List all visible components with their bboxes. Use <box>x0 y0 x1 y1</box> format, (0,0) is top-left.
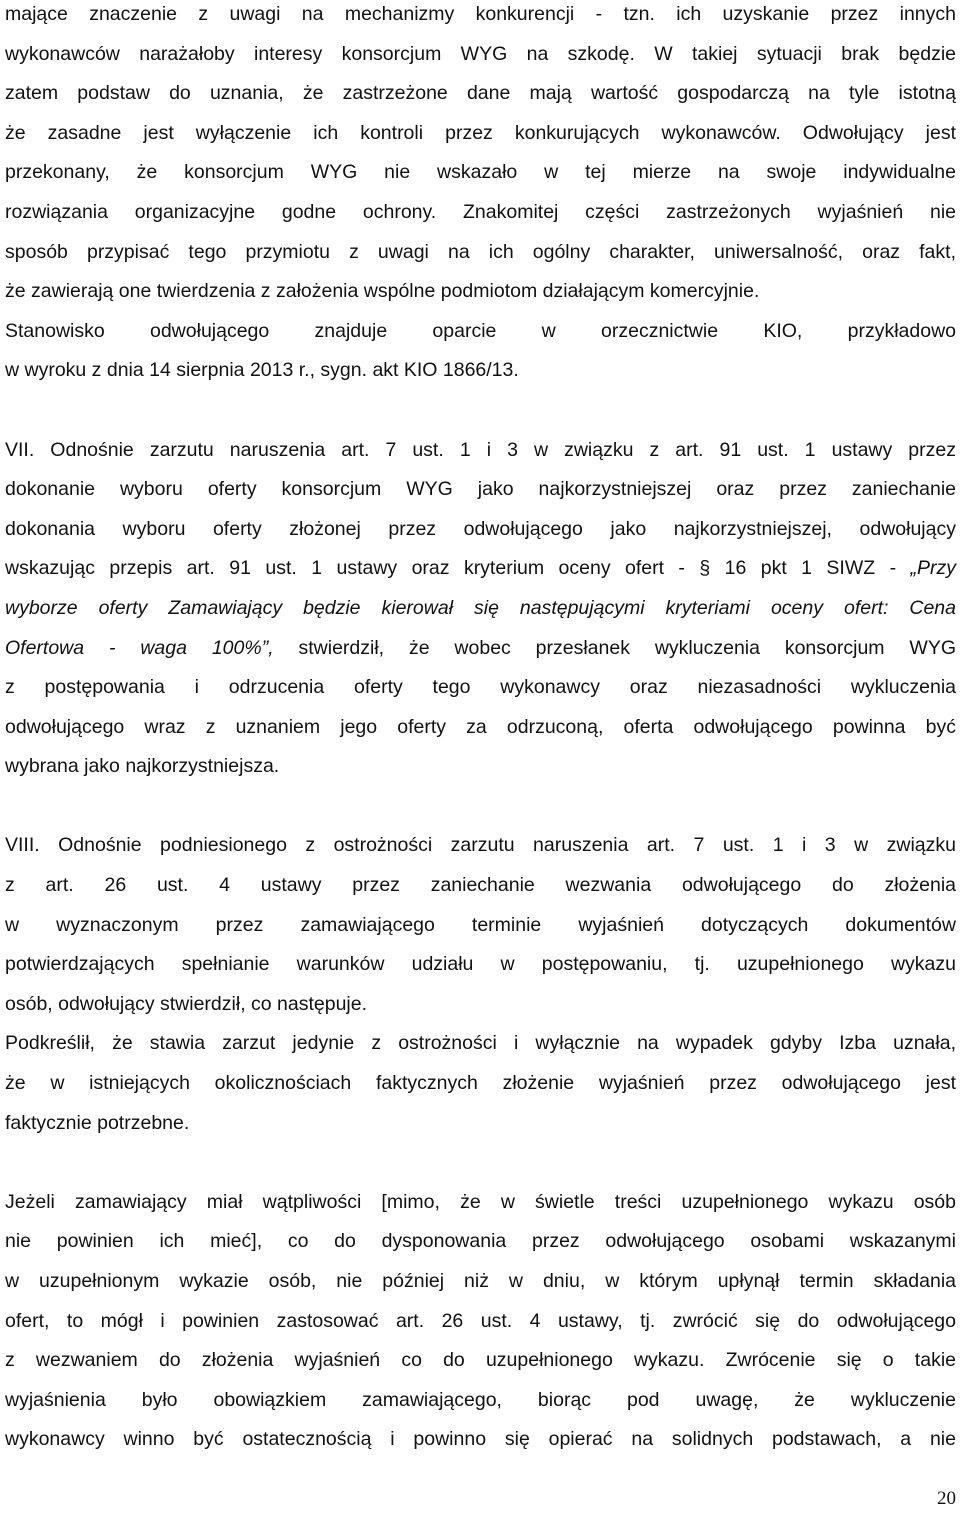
text-line: mające znaczenie z uwagi na mechanizmy konkurencji - tzn. ich uzyskanie przez innych <box>5 3 956 25</box>
text-line: zatem podstaw do uznania, że zastrzeżone dane mają wartość gospodarczą na tyle istotną <box>5 82 956 105</box>
text-line: VII. Odnośnie zarzutu naruszenia art. 7 ust. 1 i 3 w związku z art. 91 ust. 1 ustawy przez <box>5 438 956 461</box>
text-line: z wezwaniem do złożenia wyjaśnień co do uzupełnionego wykazu. Zwrócenie się o takie <box>5 1349 956 1372</box>
text-line: w wyroku z dnia 14 sierpnia 2013 r., sygn. akt KIO 1866/13. <box>5 359 519 382</box>
text-line: nie powinien ich mieć], co do dysponowania przez odwołującego osobami wskazanymi <box>5 1230 956 1253</box>
paragraph-gap <box>5 391 956 431</box>
text-line: potwierdzających spełnianie warunków udziału w postępowaniu, tj. uzupełnionego wykazu <box>5 953 956 976</box>
text-line: faktycznie potrzebne. <box>5 1111 190 1134</box>
text-segment: wskazując przepis art. 91 ust. 1 ustawy oraz kryterium oceny ofert - § 16 pkt 1 SIWZ - <box>5 557 911 580</box>
text-line: wyjaśnienia było obowiązkiem zamawiającego, biorąc pod uwagę, że wykluczenie <box>5 1388 956 1411</box>
italic-quote: Ofertowa - waga 100%”, <box>5 636 274 659</box>
paragraph <box>5 0 956 391</box>
text-line: że w istniejących okolicznościach faktycznych złożenie wyjaśnień przez odwołującego jest <box>5 1072 956 1095</box>
paragraph-gap <box>5 1143 956 1183</box>
paragraph-gap <box>5 787 956 827</box>
text-line: w uzupełnionym wykazie osób, nie później niż w dniu, w którym upłynął termin składania <box>5 1270 956 1292</box>
document-page <box>5 0 956 1460</box>
page-number: 20 <box>937 1488 956 1509</box>
text-line: dokonania wyboru oferty złożonej przez odwołującego jako najkorzystniejszej, odwołujący <box>5 517 956 540</box>
text-line: ofert, to mógł i powinien zastosować art. 26 ust. 4 ustawy, tj. zwrócić się do odwołującego <box>5 1309 956 1332</box>
text-line: przekonany, że konsorcjum WYG nie wskazało w tej mierze na swoje indywidualne <box>5 161 956 184</box>
text-line: że zasadne jest wyłączenie ich kontroli przez konkurujących wykonawców. Odwołujący jest <box>5 121 956 144</box>
text-line: Stanowisko odwołującego znajduje oparcie w orzecznictwie KIO, przykładowo <box>5 319 956 342</box>
text-line: w wyznaczonym przez zamawiającego terminie wyjaśnień dotyczących dokumentów <box>5 913 956 936</box>
text-line: z art. 26 ust. 4 ustawy przez zaniechanie wezwania odwołującego do złożenia <box>5 874 956 897</box>
text-line <box>5 549 956 589</box>
paragraph <box>5 826 956 1143</box>
text-line: rozwiązania organizacyjne godne ochrony. Znakomitej części zastrzeżonych wyjaśnień nie <box>5 200 956 223</box>
text-line: że zawierają one twierdzenia z założenia wspólne podmiotom działającym komercyjnie. <box>5 280 760 303</box>
text-line: z postępowania i odrzucenia oferty tego wykonawcy oraz niezasadności wykluczenia <box>5 676 956 699</box>
text-line: wykonawców narażałoby interesy konsorcjum WYG na szkodę. W takiej sytuacji brak będzie <box>5 42 956 65</box>
text-line: sposób przypisać tego przymiotu z uwagi na ich ogólny charakter, uniwersalność, oraz fakt, <box>5 240 956 263</box>
italic-quote: wyborze oferty Zamawiający będzie kierował się następującymi kryteriami oceny ofert: Cena <box>5 596 956 619</box>
text-line <box>5 589 956 629</box>
text-line: wybrana jako najkorzystniejsza. <box>5 755 280 778</box>
text-line: VIII. Odnośnie podniesionego z ostrożności zarzutu naruszenia art. 7 ust. 1 i 3 w związku <box>5 834 956 857</box>
text-line <box>5 629 956 669</box>
text-line: osób, odwołujący stwierdził, co następuje. <box>5 992 368 1015</box>
text-line: Podkreślił, że stawia zarzut jedynie z ostrożności i wyłącznie na wypadek gdyby Izba uznała, <box>5 1032 956 1055</box>
text-line: dokonanie wyboru oferty konsorcjum WYG jako najkorzystniejszej oraz przez zaniechanie <box>5 478 956 501</box>
text-line: Jeżeli zamawiający miał wątpliwości [mimo, że w świetle treści uzupełnionego wykazu osób <box>5 1190 956 1213</box>
text-line: wykonawcy winno być ostatecznością i powinno się opierać na solidnych podstawach, a nie <box>5 1428 956 1451</box>
text-line: odwołującego wraz z uznaniem jego oferty za odrzuconą, oferta odwołującego powinna być <box>5 715 956 738</box>
paragraph <box>5 431 956 787</box>
italic-quote: „Przy <box>910 557 956 580</box>
document-body <box>5 0 956 1460</box>
text-segment: stwierdził, że wobec przesłanek wykluczenia konsorcjum WYG <box>273 636 956 659</box>
paragraph <box>5 1183 956 1460</box>
